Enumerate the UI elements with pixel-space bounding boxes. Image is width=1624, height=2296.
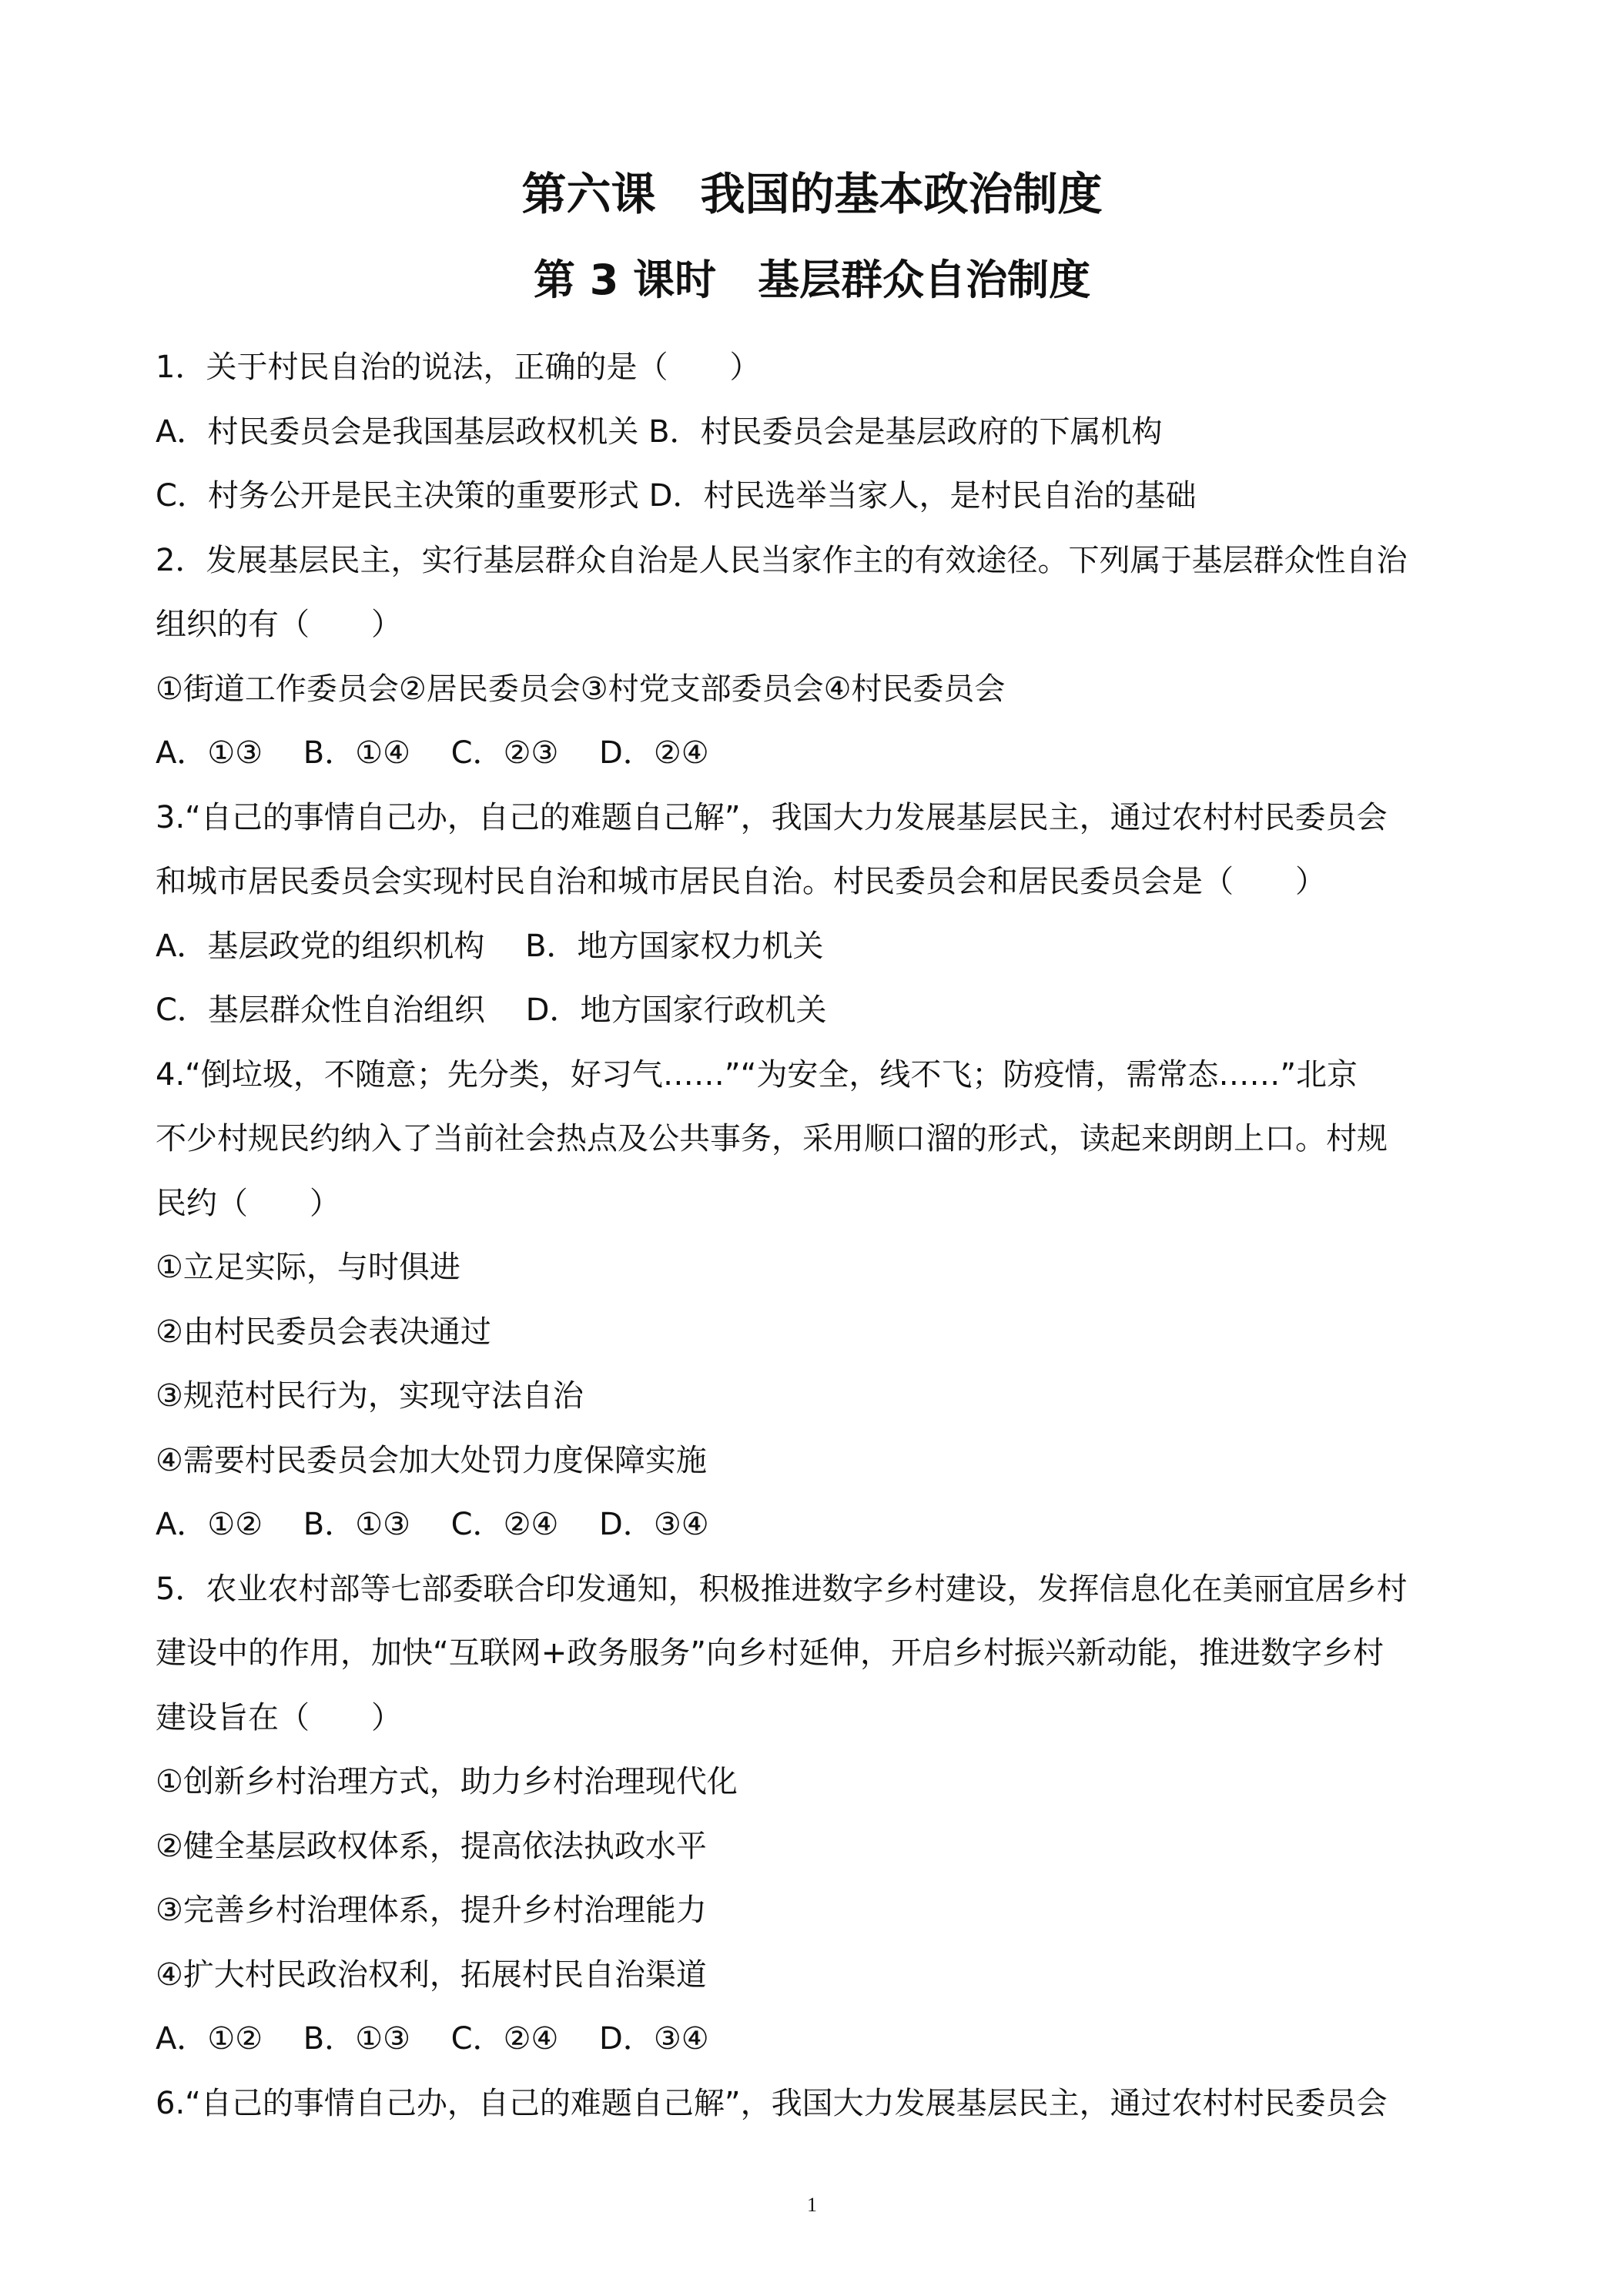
text-line: 5．农业农村部等七部委联合印发通知，积极推进数字乡村建设，发挥信息化在美丽宜居乡村	[156, 1571, 1408, 1607]
text-line: A．①② B．①③ C．②④ D．③④	[156, 2021, 709, 2057]
text-line: ④扩大村民政治权利，拓展村民自治渠道	[156, 1956, 707, 1993]
text-line: 6.“自己的事情自己办，自己的难题自己解”，我国大力发展基层民主，通过农村村民委员会	[156, 2085, 1388, 2121]
text-line: ④需要村民委员会加大处罚力度保障实施	[156, 1442, 707, 1478]
text-line: 不少村规民约纳入了当前社会热点及公共事务，采用顺口溜的形式，读起来朗朗上口。村规	[156, 1121, 1388, 1156]
text-line: 民约（ ）	[156, 1185, 340, 1221]
text-line: 3.“自己的事情自己办，自己的难题自己解”，我国大力发展基层民主，通过农村村民委员会	[156, 799, 1388, 835]
text-line: C．村务公开是民主决策的重要形式 D．村民选举当家人，是村民自治的基础	[156, 478, 1197, 514]
text-line: A．基层政党的组织机构 B．地方国家权力机关	[156, 928, 824, 964]
text-line: 组织的有（ ）	[156, 607, 402, 642]
question-body	[156, 336, 1480, 2136]
text-line: C．基层群众性自治组织 D．地方国家行政机关	[156, 992, 827, 1028]
document-title: 第六课 我国的基本政治制度	[521, 168, 1103, 220]
text-line: 1．关于村民自治的说法，正确的是（ ）	[156, 350, 761, 385]
text-line: 建设中的作用，加快“互联网+政务服务”向乡村延伸，开启乡村振兴新动能，推进数字乡村	[156, 1635, 1384, 1671]
text-line: ①街道工作委员会②居民委员会③村党支部委员会④村民委员会	[156, 671, 1006, 707]
text-line: A．①② B．①③ C．②④ D．③④	[156, 1507, 709, 1542]
text-line: ②由村民委员会表决通过	[156, 1314, 491, 1350]
text-line: ③规范村民行为，实现守法自治	[156, 1378, 584, 1414]
text-line: 2．发展基层民主，实行基层群众自治是人民当家作主的有效途径。下列属于基层群众性自治	[156, 542, 1408, 578]
page-number: 1	[807, 2194, 817, 2216]
text-line: A．村民委员会是我国基层政权机关 B．村民委员会是基层政府的下属机构	[156, 413, 1163, 450]
text-line: 和城市居民委员会实现村民自治和城市居民自治。村民委员会和居民委员会是（ ）	[156, 864, 1326, 899]
text-line: ③完善乡村治理体系，提升乡村治理能力	[156, 1893, 707, 1928]
text-line: ①立足实际，与时俱进	[156, 1250, 460, 1285]
text-line: ②健全基层政权体系，提高依法执政水平	[156, 1828, 707, 1864]
document-subtitle: 第 3 课时 基层群众自治制度	[533, 256, 1091, 304]
text-line: 建设旨在（ ）	[156, 1699, 402, 1735]
text-line: ①创新乡村治理方式，助力乡村治理现代化	[156, 1764, 738, 1799]
text-line: 4.“倒垃圾，不随意；先分类，好习气……”“为安全，线不飞；防疫情，需常态……”北京	[156, 1056, 1358, 1093]
text-line: A．①③ B．①④ C．②③ D．②④	[156, 735, 709, 771]
